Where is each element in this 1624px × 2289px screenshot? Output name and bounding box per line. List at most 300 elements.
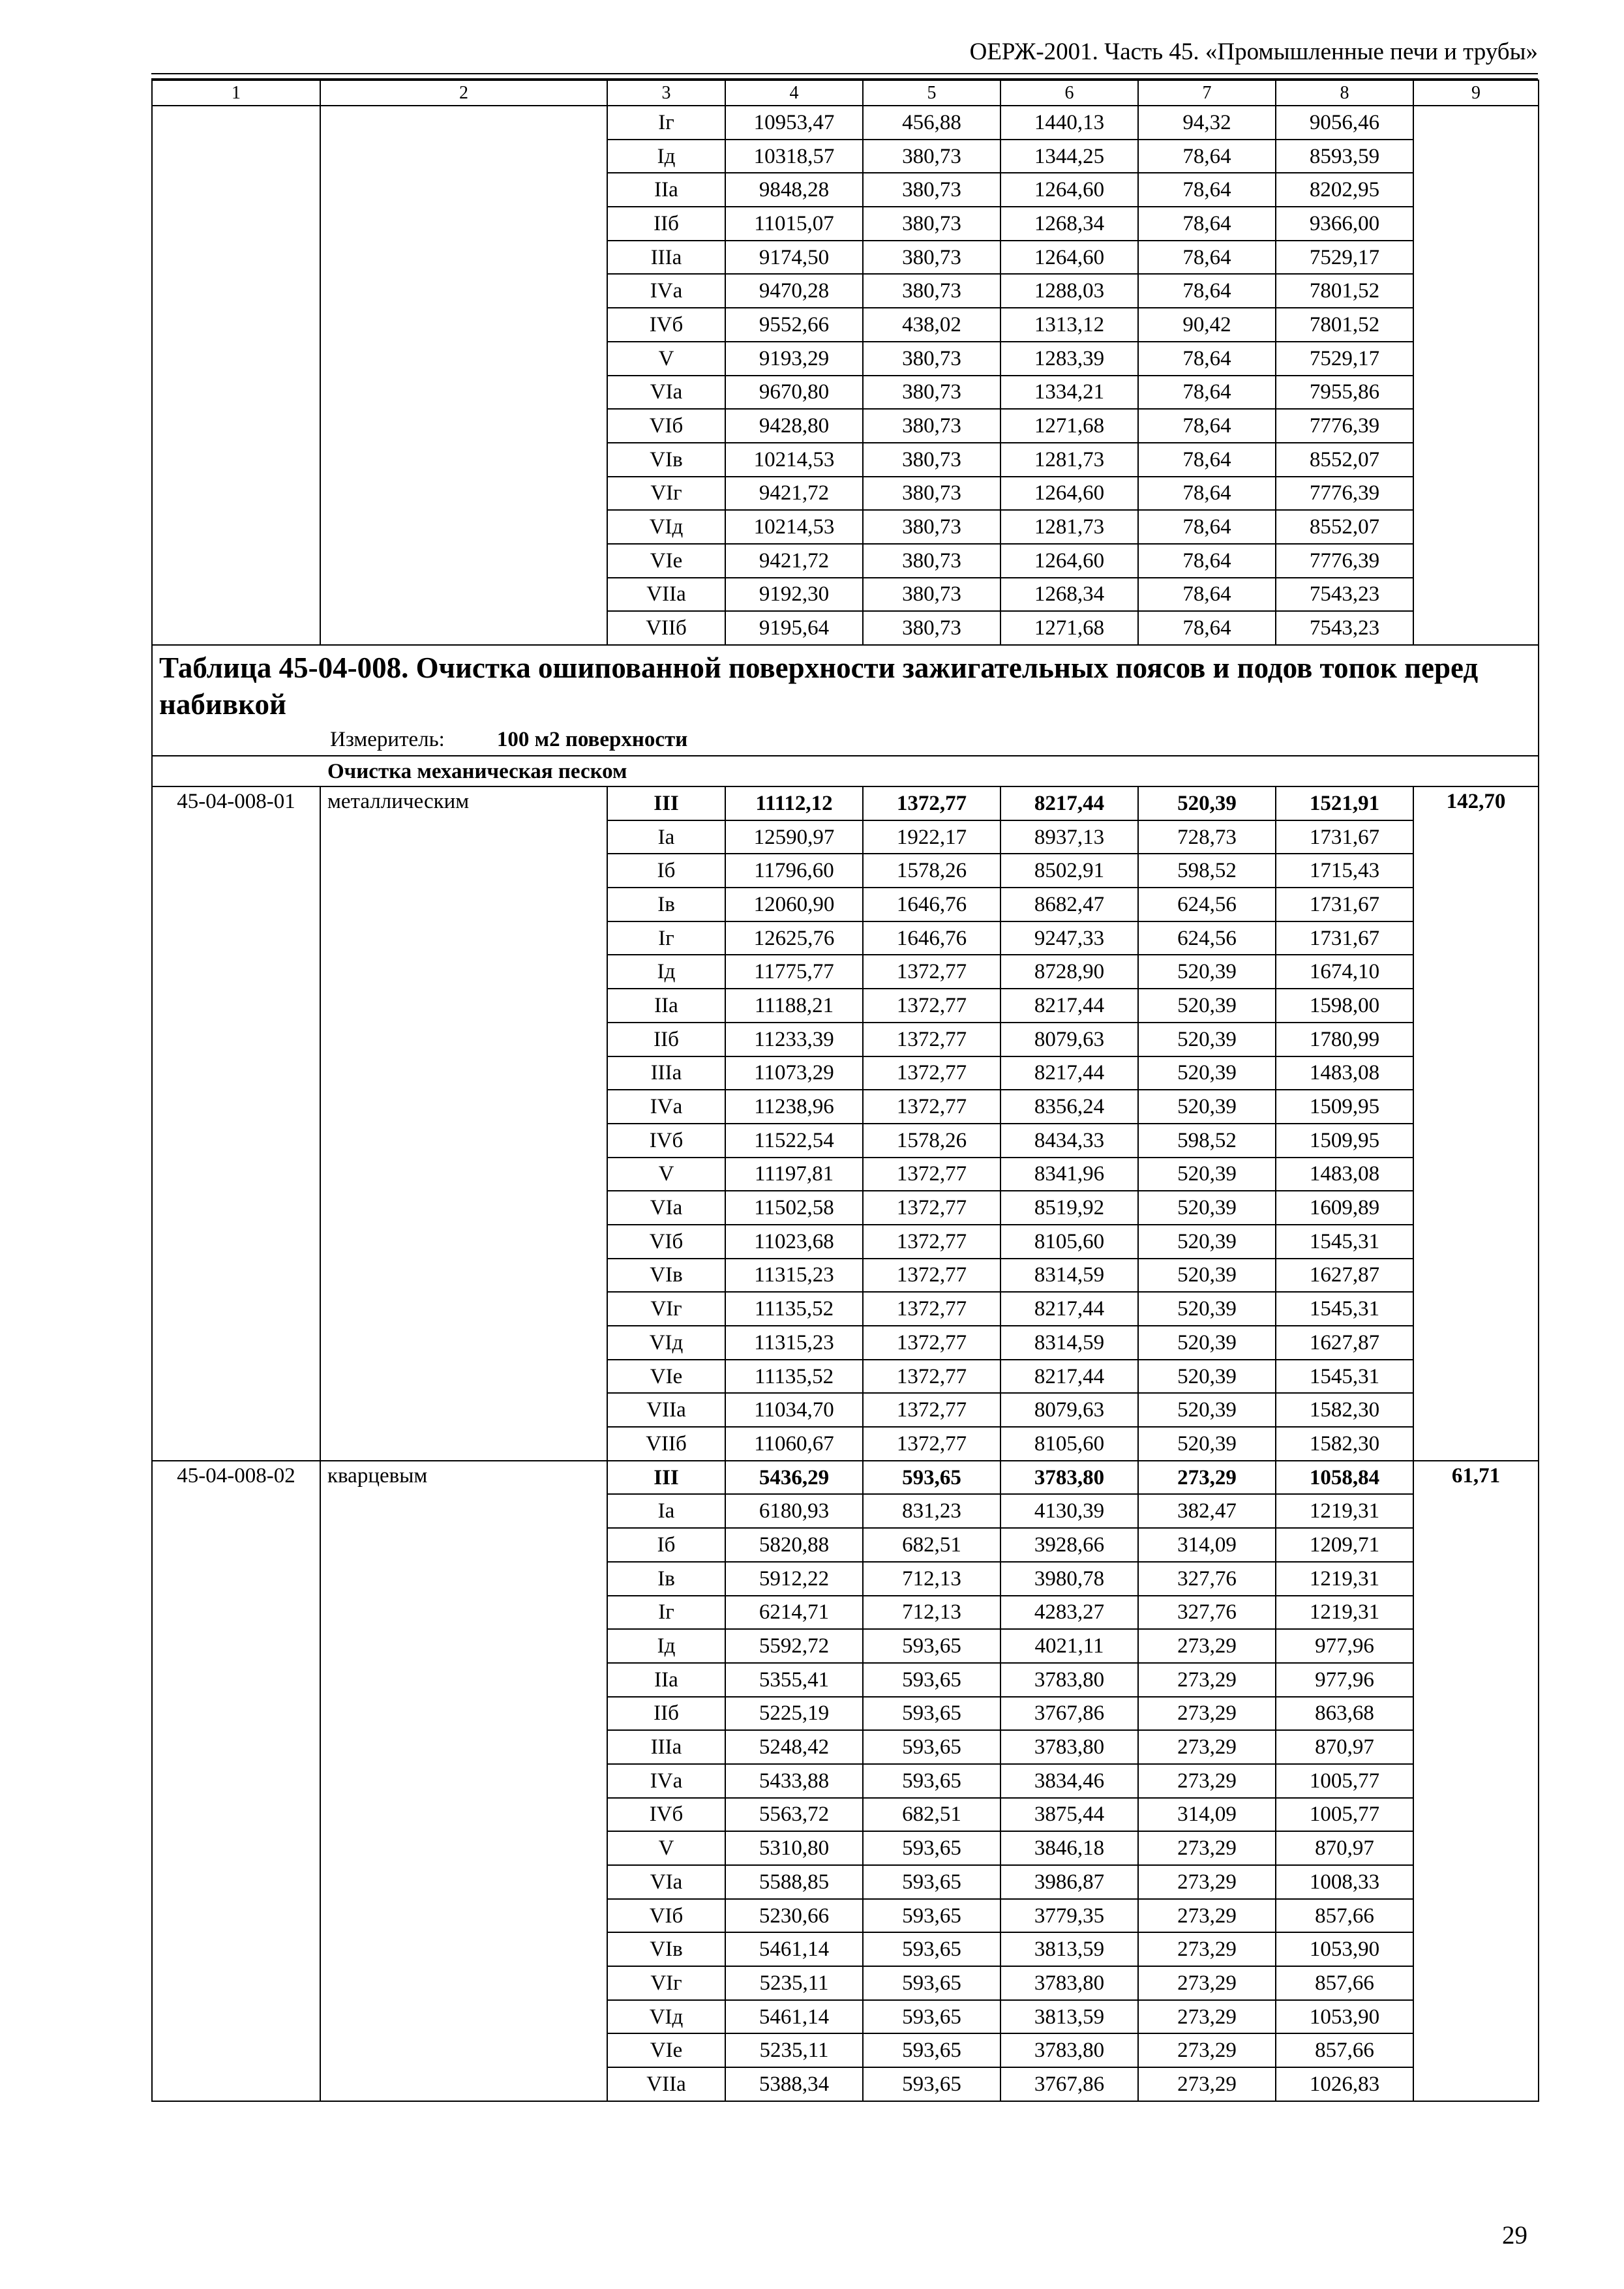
value-cell: 5388,34 <box>725 2067 863 2101</box>
value-cell: 1219,31 <box>1276 1562 1413 1596</box>
value-cell: 327,76 <box>1138 1562 1276 1596</box>
value-cell: 5588,85 <box>725 1865 863 1899</box>
value-cell: 78,64 <box>1138 241 1276 275</box>
column-number-row <box>152 80 1539 106</box>
value-cell: 520,39 <box>1138 1427 1276 1461</box>
zone-cell: Iб <box>607 854 725 888</box>
value-cell: 10214,53 <box>725 510 863 544</box>
value-cell: 520,39 <box>1138 1225 1276 1259</box>
value-cell: 1344,25 <box>1000 140 1138 173</box>
zone-cell: V <box>607 1158 725 1191</box>
value-cell: 273,29 <box>1138 1730 1276 1764</box>
value-cell: 1026,83 <box>1276 2067 1413 2101</box>
value-cell: 1372,77 <box>863 1191 1000 1225</box>
zone-cell: VIа <box>607 376 725 410</box>
value-cell: 1219,31 <box>1276 1494 1413 1528</box>
value-cell: 8502,91 <box>1000 854 1138 888</box>
value-cell: 3783,80 <box>1000 1966 1138 2000</box>
section-row <box>152 756 1539 786</box>
value-cell: 8552,07 <box>1276 443 1413 477</box>
value-cell: 1271,68 <box>1000 409 1138 443</box>
value-cell: 9247,33 <box>1000 921 1138 955</box>
value-cell: 8217,44 <box>1000 1292 1138 1326</box>
value-cell: 9193,29 <box>725 342 863 376</box>
value-cell: 456,88 <box>863 106 1000 140</box>
value-cell: 11315,23 <box>725 1326 863 1360</box>
value-cell: 598,52 <box>1138 854 1276 888</box>
value-cell: 8937,13 <box>1000 820 1138 854</box>
value-cell: 1058,84 <box>1276 1461 1413 1495</box>
section-title: Очистка механическая песком <box>152 756 1539 786</box>
column-number-cell: 3 <box>607 80 725 106</box>
value-cell: 5563,72 <box>725 1798 863 1832</box>
index-cell-empty <box>1413 106 1539 645</box>
value-cell: 380,73 <box>863 173 1000 207</box>
code-cell: 45-04-008-02 <box>152 1461 320 2101</box>
zone-cell: VIIа <box>607 1393 725 1427</box>
value-cell: 273,29 <box>1138 1629 1276 1663</box>
value-cell: 7801,52 <box>1276 274 1413 308</box>
value-cell: 380,73 <box>863 376 1000 410</box>
value-cell: 11135,52 <box>725 1360 863 1394</box>
value-cell: 380,73 <box>863 510 1000 544</box>
name-cell: металлическим <box>320 786 607 1461</box>
value-cell: 11502,58 <box>725 1191 863 1225</box>
value-cell: 3767,86 <box>1000 1697 1138 1731</box>
value-cell: 8217,44 <box>1000 786 1138 820</box>
value-cell: 977,96 <box>1276 1629 1413 1663</box>
column-number-cell: 7 <box>1138 80 1276 106</box>
value-cell: 857,66 <box>1276 1966 1413 2000</box>
value-cell: 78,64 <box>1138 409 1276 443</box>
value-cell: 1372,77 <box>863 1360 1000 1394</box>
value-cell: 1283,39 <box>1000 342 1138 376</box>
code-cell-empty <box>152 106 320 645</box>
value-cell: 1209,71 <box>1276 1528 1413 1562</box>
value-cell: 3783,80 <box>1000 1461 1138 1495</box>
value-cell: 314,09 <box>1138 1528 1276 1562</box>
value-cell: 11522,54 <box>725 1124 863 1158</box>
zone-cell: VIв <box>607 1932 725 1966</box>
value-cell: 1008,33 <box>1276 1865 1413 1899</box>
value-cell: 12625,76 <box>725 921 863 955</box>
name-cell: кварцевым <box>320 1461 607 2101</box>
value-cell: 5225,19 <box>725 1697 863 1731</box>
value-cell: 1372,77 <box>863 1023 1000 1056</box>
zone-cell: IVа <box>607 1090 725 1124</box>
value-cell: 11112,12 <box>725 786 863 820</box>
zone-cell: III <box>607 1461 725 1495</box>
value-cell: 3928,66 <box>1000 1528 1138 1562</box>
value-cell: 10318,57 <box>725 140 863 173</box>
value-cell: 1582,30 <box>1276 1393 1413 1427</box>
code-cell: 45-04-008-01 <box>152 786 320 1461</box>
table-title: Таблица 45-04-008. Очистка ошипованной поверхности зажигательных поясов и подов топок перед набивкой <box>159 651 1479 721</box>
price-table <box>151 80 1539 2102</box>
value-cell: 712,13 <box>863 1562 1000 1596</box>
value-cell: 1483,08 <box>1276 1056 1413 1090</box>
zone-cell: IVб <box>607 1798 725 1832</box>
value-cell: 1219,31 <box>1276 1596 1413 1630</box>
value-cell: 682,51 <box>863 1528 1000 1562</box>
page-number: 29 <box>1502 2221 1527 2249</box>
value-cell: 1609,89 <box>1276 1191 1413 1225</box>
value-cell: 9470,28 <box>725 274 863 308</box>
value-cell: 520,39 <box>1138 1393 1276 1427</box>
value-cell: 5235,11 <box>725 2033 863 2067</box>
column-number-cell: 5 <box>863 80 1000 106</box>
value-cell: 7776,39 <box>1276 544 1413 578</box>
value-cell: 5461,14 <box>725 2000 863 2034</box>
value-cell: 1264,60 <box>1000 544 1138 578</box>
unit-value: 100 м2 поверхности <box>496 728 688 751</box>
zone-cell: Iд <box>607 1629 725 1663</box>
value-cell: 8079,63 <box>1000 1023 1138 1056</box>
value-cell: 273,29 <box>1138 2033 1276 2067</box>
zone-cell: IIа <box>607 173 725 207</box>
value-cell: 1372,77 <box>863 1158 1000 1191</box>
value-cell: 11073,29 <box>725 1056 863 1090</box>
value-cell: 9195,64 <box>725 611 863 645</box>
value-cell: 11233,39 <box>725 1023 863 1056</box>
value-cell: 1578,26 <box>863 854 1000 888</box>
value-cell: 1582,30 <box>1276 1427 1413 1461</box>
value-cell: 520,39 <box>1138 1056 1276 1090</box>
value-cell: 520,39 <box>1138 786 1276 820</box>
value-cell: 520,39 <box>1138 955 1276 989</box>
zone-cell: Iг <box>607 1596 725 1630</box>
value-cell: 11775,77 <box>725 955 863 989</box>
value-cell: 11015,07 <box>725 207 863 241</box>
value-cell: 78,64 <box>1138 207 1276 241</box>
value-cell: 8519,92 <box>1000 1191 1138 1225</box>
value-cell: 863,68 <box>1276 1697 1413 1731</box>
value-cell: 1372,77 <box>863 1056 1000 1090</box>
value-cell: 380,73 <box>863 443 1000 477</box>
value-cell: 9670,80 <box>725 376 863 410</box>
zone-cell: Iд <box>607 140 725 173</box>
value-cell: 90,42 <box>1138 308 1276 342</box>
zone-cell: Iв <box>607 888 725 921</box>
value-cell: 520,39 <box>1138 1292 1276 1326</box>
value-cell: 593,65 <box>863 2033 1000 2067</box>
value-cell: 10214,53 <box>725 443 863 477</box>
value-cell: 1264,60 <box>1000 477 1138 511</box>
header-rule <box>151 73 1538 74</box>
value-cell: 3846,18 <box>1000 1831 1138 1865</box>
value-cell: 11060,67 <box>725 1427 863 1461</box>
value-cell: 5235,11 <box>725 1966 863 2000</box>
value-cell: 857,66 <box>1276 2033 1413 2067</box>
value-cell: 78,64 <box>1138 376 1276 410</box>
value-cell: 6214,71 <box>725 1596 863 1630</box>
value-cell: 11197,81 <box>725 1158 863 1191</box>
value-cell: 78,64 <box>1138 544 1276 578</box>
value-cell: 438,02 <box>863 308 1000 342</box>
value-cell: 593,65 <box>863 1697 1000 1731</box>
value-cell: 3986,87 <box>1000 1865 1138 1899</box>
value-cell: 78,64 <box>1138 274 1276 308</box>
value-cell: 593,65 <box>863 2000 1000 2034</box>
value-cell: 8728,90 <box>1000 955 1138 989</box>
value-cell: 9421,72 <box>725 544 863 578</box>
value-cell: 380,73 <box>863 477 1000 511</box>
value-cell: 8552,07 <box>1276 510 1413 544</box>
value-cell: 1646,76 <box>863 921 1000 955</box>
value-cell: 8217,44 <box>1000 1056 1138 1090</box>
value-cell: 1268,34 <box>1000 578 1138 612</box>
value-cell: 3767,86 <box>1000 2067 1138 2101</box>
value-cell: 7801,52 <box>1276 308 1413 342</box>
value-cell: 6180,93 <box>725 1494 863 1528</box>
value-cell: 1264,60 <box>1000 173 1138 207</box>
value-cell: 273,29 <box>1138 1966 1276 2000</box>
value-cell: 1372,77 <box>863 1225 1000 1259</box>
value-cell: 1372,77 <box>863 1427 1000 1461</box>
value-cell: 78,64 <box>1138 510 1276 544</box>
value-cell: 728,73 <box>1138 820 1276 854</box>
zone-cell: VIг <box>607 477 725 511</box>
value-cell: 9428,80 <box>725 409 863 443</box>
value-cell: 1372,77 <box>863 1090 1000 1124</box>
zone-cell: IIб <box>607 1023 725 1056</box>
value-cell: 8434,33 <box>1000 1124 1138 1158</box>
column-number-cell: 6 <box>1000 80 1138 106</box>
table-title-row <box>152 645 1539 756</box>
value-cell: 78,64 <box>1138 578 1276 612</box>
column-number-cell: 8 <box>1276 80 1413 106</box>
zone-cell: V <box>607 1831 725 1865</box>
value-cell: 380,73 <box>863 544 1000 578</box>
value-cell: 1483,08 <box>1276 1158 1413 1191</box>
value-cell: 3783,80 <box>1000 2033 1138 2067</box>
value-cell: 1372,77 <box>863 786 1000 820</box>
value-cell: 1372,77 <box>863 1393 1000 1427</box>
zone-cell: VIг <box>607 1292 725 1326</box>
value-cell: 1264,60 <box>1000 241 1138 275</box>
value-cell: 7543,23 <box>1276 611 1413 645</box>
value-cell: 520,39 <box>1138 1326 1276 1360</box>
value-cell: 520,39 <box>1138 1090 1276 1124</box>
value-cell: 1578,26 <box>863 1124 1000 1158</box>
value-cell: 1005,77 <box>1276 1798 1413 1832</box>
value-cell: 593,65 <box>863 1629 1000 1663</box>
value-cell: 11315,23 <box>725 1259 863 1293</box>
value-cell: 5436,29 <box>725 1461 863 1495</box>
value-cell: 12590,97 <box>725 820 863 854</box>
value-cell: 273,29 <box>1138 1764 1276 1798</box>
value-cell: 1281,73 <box>1000 510 1138 544</box>
value-cell: 9848,28 <box>725 173 863 207</box>
value-cell: 78,64 <box>1138 342 1276 376</box>
value-cell: 9174,50 <box>725 241 863 275</box>
zone-cell: IIIа <box>607 241 725 275</box>
value-cell: 1281,73 <box>1000 443 1138 477</box>
value-cell: 3783,80 <box>1000 1730 1138 1764</box>
value-cell: 4283,27 <box>1000 1596 1138 1630</box>
value-cell: 3834,46 <box>1000 1764 1138 1798</box>
value-cell: 273,29 <box>1138 1899 1276 1933</box>
value-cell: 831,23 <box>863 1494 1000 1528</box>
value-cell: 11023,68 <box>725 1225 863 1259</box>
zone-cell: VIIа <box>607 2067 725 2101</box>
index-cell: 142,70 <box>1413 786 1539 1461</box>
column-number-cell: 2 <box>320 80 607 106</box>
zone-cell: VIIб <box>607 611 725 645</box>
value-cell: 10953,47 <box>725 106 863 140</box>
zone-cell: VIе <box>607 544 725 578</box>
value-cell: 977,96 <box>1276 1663 1413 1697</box>
unit-line <box>330 726 1531 753</box>
table-row <box>152 106 1539 140</box>
zone-cell: Iг <box>607 106 725 140</box>
zone-cell: Iв <box>607 1562 725 1596</box>
zone-cell: IIIа <box>607 1730 725 1764</box>
value-cell: 3980,78 <box>1000 1562 1138 1596</box>
value-cell: 1313,12 <box>1000 308 1138 342</box>
zone-cell: Iа <box>607 1494 725 1528</box>
value-cell: 8593,59 <box>1276 140 1413 173</box>
value-cell: 380,73 <box>863 207 1000 241</box>
value-cell: 1521,91 <box>1276 786 1413 820</box>
value-cell: 380,73 <box>863 274 1000 308</box>
value-cell: 1715,43 <box>1276 854 1413 888</box>
value-cell: 1372,77 <box>863 955 1000 989</box>
unit-label: Измеритель: <box>330 728 445 751</box>
value-cell: 682,51 <box>863 1798 1000 1832</box>
value-cell: 593,65 <box>863 1730 1000 1764</box>
zone-cell: IVа <box>607 1764 725 1798</box>
value-cell: 8314,59 <box>1000 1259 1138 1293</box>
value-cell: 9552,66 <box>725 308 863 342</box>
zone-cell: VIIб <box>607 1427 725 1461</box>
value-cell: 4130,39 <box>1000 1494 1138 1528</box>
table-title-cell <box>152 645 1539 756</box>
value-cell: 8314,59 <box>1000 1326 1138 1360</box>
value-cell: 273,29 <box>1138 2067 1276 2101</box>
value-cell: 1780,99 <box>1276 1023 1413 1056</box>
value-cell: 520,39 <box>1138 1158 1276 1191</box>
value-cell: 7955,86 <box>1276 376 1413 410</box>
value-cell: 1545,31 <box>1276 1225 1413 1259</box>
index-cell: 61,71 <box>1413 1461 1539 2101</box>
value-cell: 598,52 <box>1138 1124 1276 1158</box>
zone-cell: Iг <box>607 921 725 955</box>
value-cell: 4021,11 <box>1000 1629 1138 1663</box>
value-cell: 3813,59 <box>1000 1932 1138 1966</box>
value-cell: 520,39 <box>1138 989 1276 1023</box>
value-cell: 593,65 <box>863 1865 1000 1899</box>
value-cell: 593,65 <box>863 1663 1000 1697</box>
value-cell: 1545,31 <box>1276 1360 1413 1394</box>
value-cell: 380,73 <box>863 578 1000 612</box>
zone-cell: VIв <box>607 443 725 477</box>
value-cell: 380,73 <box>863 342 1000 376</box>
value-cell: 8356,24 <box>1000 1090 1138 1124</box>
value-cell: 1440,13 <box>1000 106 1138 140</box>
value-cell: 8105,60 <box>1000 1225 1138 1259</box>
zone-cell: IIа <box>607 1663 725 1697</box>
zone-cell: IIб <box>607 207 725 241</box>
zone-cell: IIIа <box>607 1056 725 1090</box>
value-cell: 273,29 <box>1138 1932 1276 1966</box>
value-cell: 78,64 <box>1138 140 1276 173</box>
value-cell: 9192,30 <box>725 578 863 612</box>
value-cell: 1731,67 <box>1276 820 1413 854</box>
value-cell: 273,29 <box>1138 2000 1276 2034</box>
value-cell: 94,32 <box>1138 106 1276 140</box>
zone-cell: IIа <box>607 989 725 1023</box>
value-cell: 857,66 <box>1276 1899 1413 1933</box>
zone-cell: Iб <box>607 1528 725 1562</box>
value-cell: 11238,96 <box>725 1090 863 1124</box>
column-number-cell: 4 <box>725 80 863 106</box>
value-cell: 5461,14 <box>725 1932 863 1966</box>
value-cell: 314,09 <box>1138 1798 1276 1832</box>
value-cell: 8217,44 <box>1000 1360 1138 1394</box>
value-cell: 380,73 <box>863 241 1000 275</box>
value-cell: 273,29 <box>1138 1831 1276 1865</box>
value-cell: 78,64 <box>1138 477 1276 511</box>
value-cell: 5433,88 <box>725 1764 863 1798</box>
value-cell: 1372,77 <box>863 1292 1000 1326</box>
zone-cell: VIд <box>607 1326 725 1360</box>
name-cell-empty <box>320 106 607 645</box>
value-cell: 11135,52 <box>725 1292 863 1326</box>
zone-cell: VIб <box>607 1225 725 1259</box>
zone-cell: V <box>607 342 725 376</box>
value-cell: 273,29 <box>1138 1461 1276 1495</box>
value-cell: 520,39 <box>1138 1259 1276 1293</box>
running-header: ОЕРЖ-2001. Часть 45. «Промышленные печи и трубы» <box>969 38 1538 65</box>
value-cell: 1372,77 <box>863 1326 1000 1360</box>
value-cell: 7529,17 <box>1276 342 1413 376</box>
zone-cell: Iа <box>607 820 725 854</box>
value-cell: 11188,21 <box>725 989 863 1023</box>
zone-cell: IVа <box>607 274 725 308</box>
zone-cell: VIд <box>607 510 725 544</box>
value-cell: 7529,17 <box>1276 241 1413 275</box>
value-cell: 870,97 <box>1276 1831 1413 1865</box>
value-cell: 327,76 <box>1138 1596 1276 1630</box>
value-cell: 520,39 <box>1138 1023 1276 1056</box>
zone-cell: VIе <box>607 1360 725 1394</box>
value-cell: 1674,10 <box>1276 955 1413 989</box>
value-cell: 12060,90 <box>725 888 863 921</box>
value-cell: 5355,41 <box>725 1663 863 1697</box>
value-cell: 1545,31 <box>1276 1292 1413 1326</box>
value-cell: 78,64 <box>1138 173 1276 207</box>
value-cell: 11796,60 <box>725 854 863 888</box>
value-cell: 1598,00 <box>1276 989 1413 1023</box>
value-cell: 5912,22 <box>725 1562 863 1596</box>
table-row <box>152 786 1539 820</box>
value-cell: 593,65 <box>863 1831 1000 1865</box>
value-cell: 3813,59 <box>1000 2000 1138 2034</box>
value-cell: 1372,77 <box>863 989 1000 1023</box>
zone-cell: VIб <box>607 409 725 443</box>
value-cell: 593,65 <box>863 2067 1000 2101</box>
value-cell: 1646,76 <box>863 888 1000 921</box>
zone-cell: Iд <box>607 955 725 989</box>
value-cell: 9056,46 <box>1276 106 1413 140</box>
column-number-cell: 9 <box>1413 80 1539 106</box>
zone-cell: IVб <box>607 1124 725 1158</box>
value-cell: 380,73 <box>863 611 1000 645</box>
value-cell: 78,64 <box>1138 611 1276 645</box>
value-cell: 520,39 <box>1138 1360 1276 1394</box>
value-cell: 273,29 <box>1138 1663 1276 1697</box>
